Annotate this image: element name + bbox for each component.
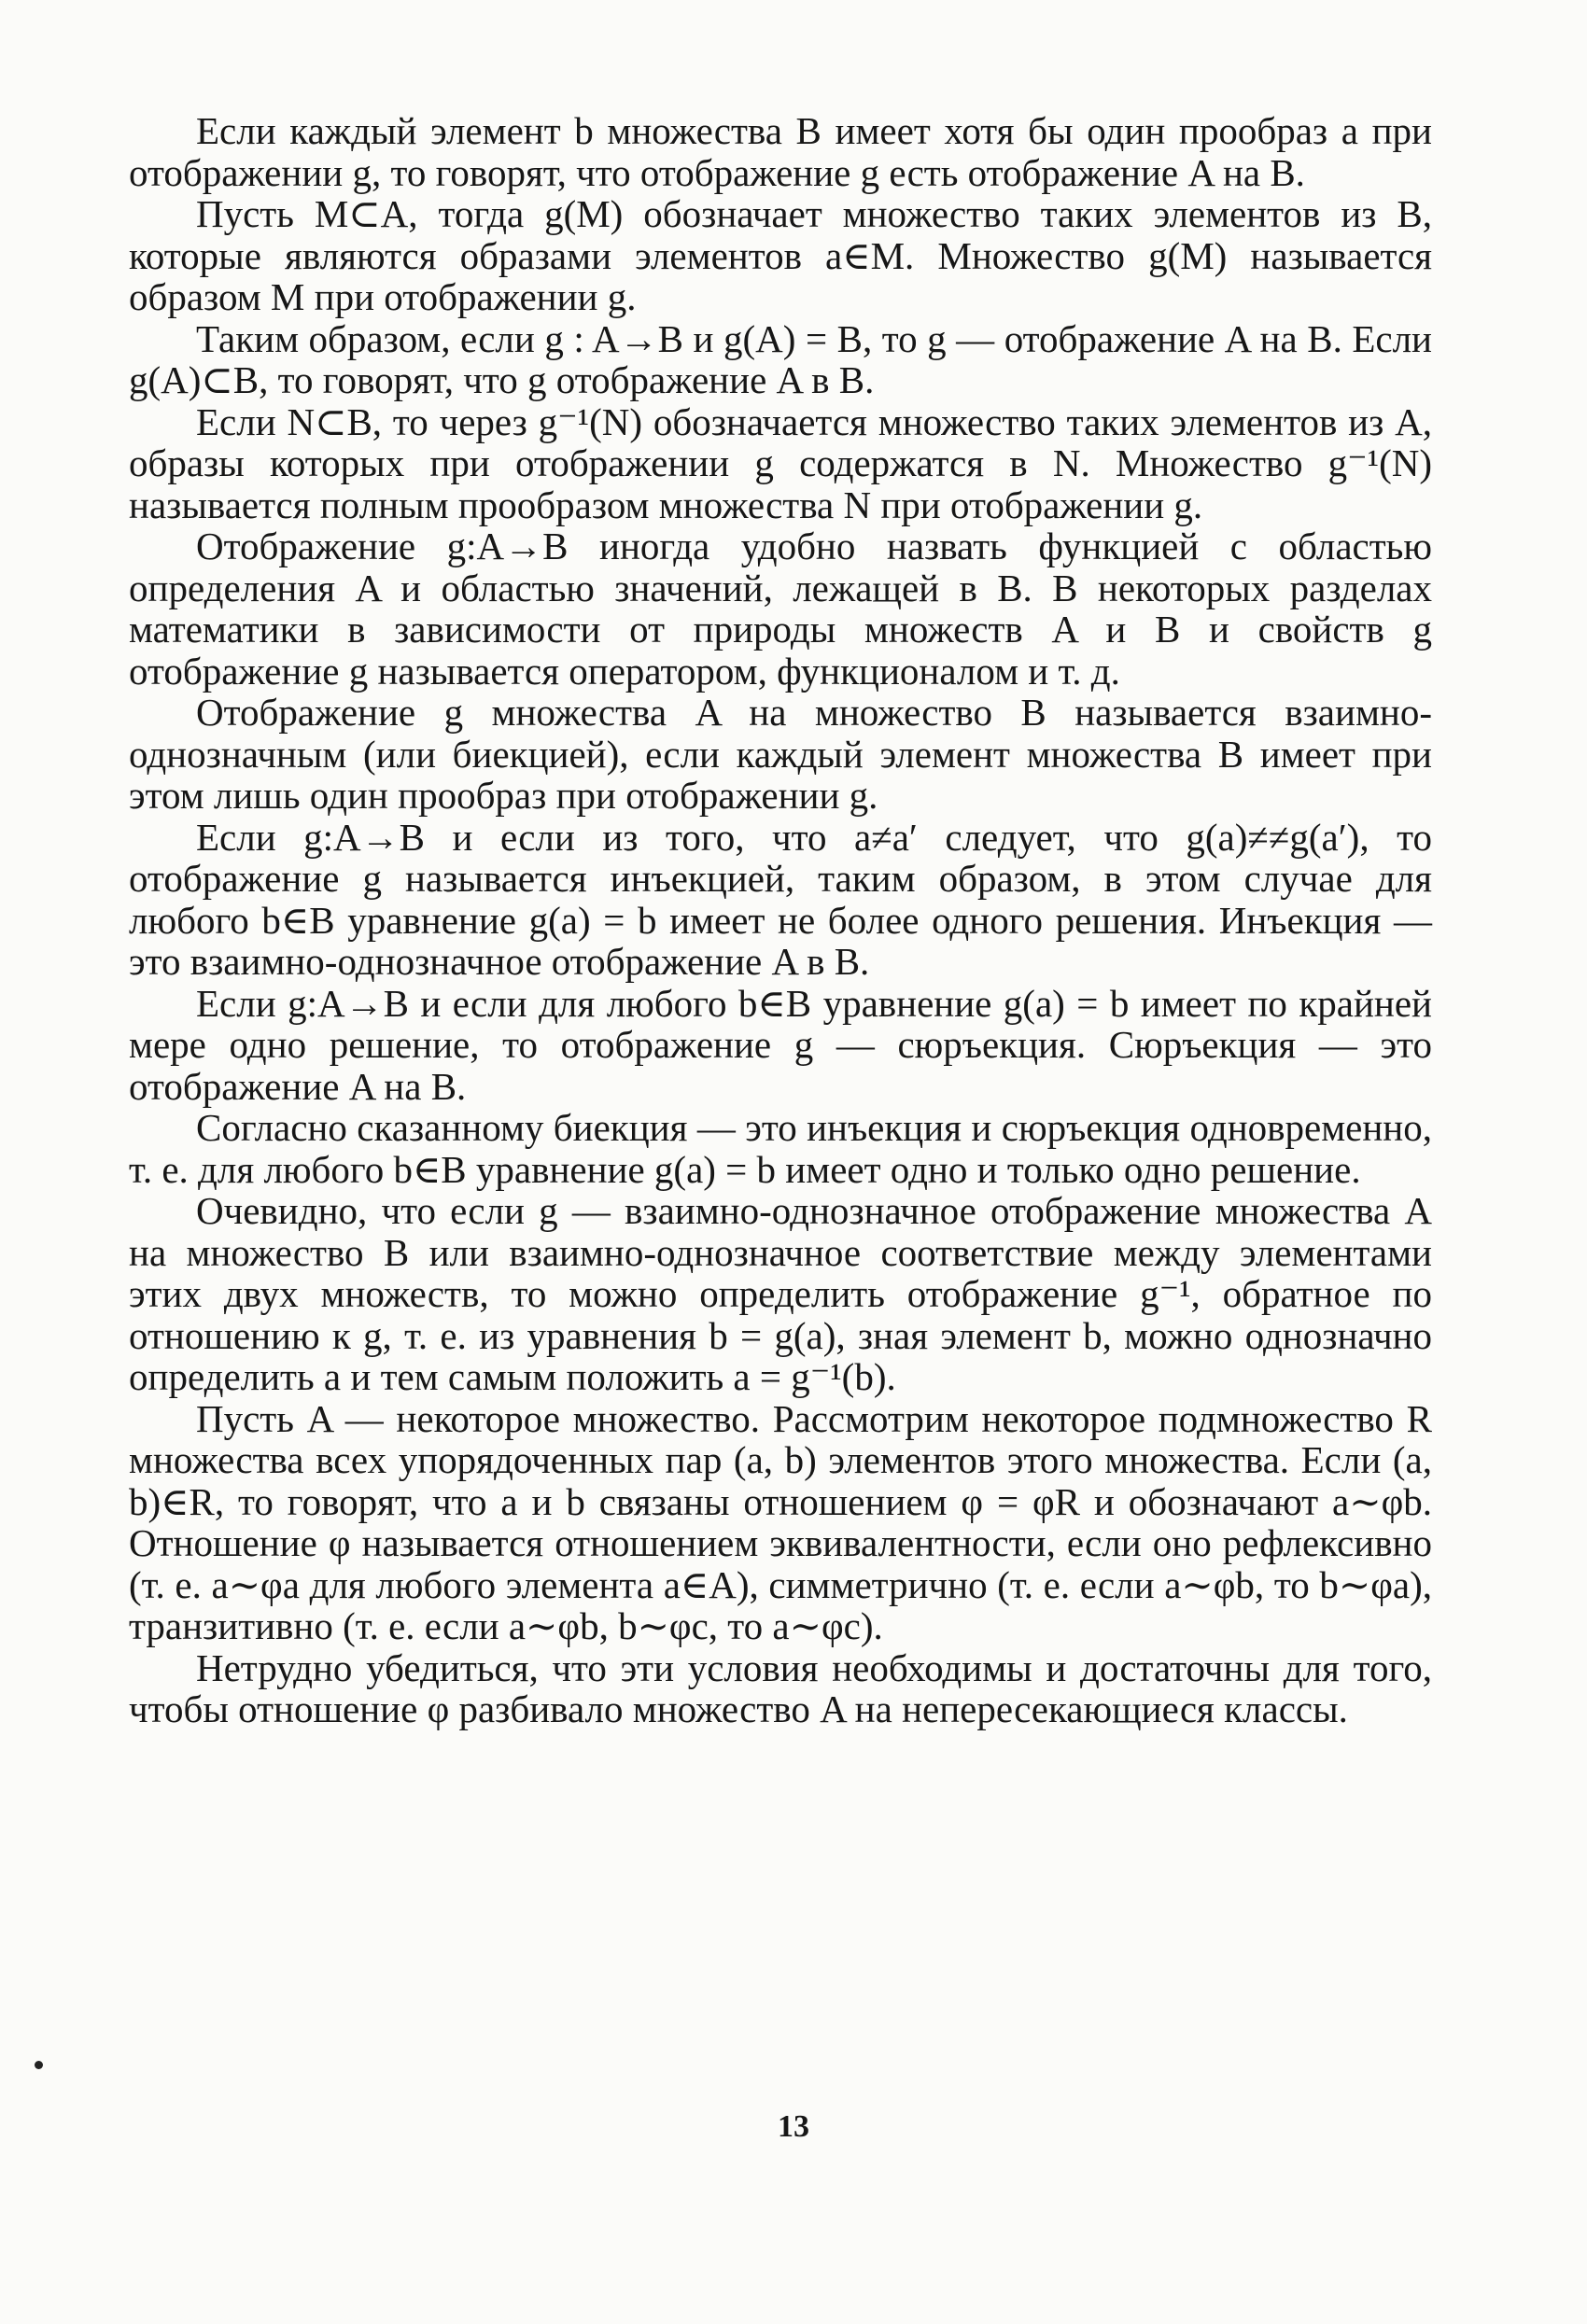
- paragraph: Если каждый элемент b множества B имеет хотя бы один прообраз a при отображении g, то говорят, что отображение g есть отображение A на B.: [129, 109, 1432, 194]
- paragraph: Согласно сказанному биекция — это инъекция и сюръекция одновременно, т. е. для любого b∈B уравнение g(a) = b имеет одно и только одно решение.: [129, 1106, 1432, 1191]
- paragraph: Отображение g:A→B иногда удобно назвать функцией с областью определения A и областью значений, лежащей в B. В некоторых разделах математики в зависимости от природы множеств A и B и свойств g отображение g называется оператором, функционалом и т. д.: [129, 525, 1432, 693]
- paragraph: Пусть A — некоторое множество. Рассмотрим некоторое подмножество R множества всех упорядоченных пар (a, b) элементов этого множества. Если (a, b)∈R, то говорят, что a и b связаны отношением φ = φR и обозначают a∼φb. Отношение φ называется отношением эквивалентности, если оно рефлексивно (т. е. a∼φa для любого элемента a∈A), симметрично (т. е. если a∼φb, то b∼φa), транзитивно (т. е. если a∼φb, b∼φc, то a∼φc).: [129, 1396, 1432, 1647]
- paragraph: Если N⊂B, то через g⁻¹(N) обозначается множество таких элементов из A, образы которых при отображении g содержатся в N. Множество g⁻¹(N) называется полным прообразом множества N при отображении g.: [129, 399, 1432, 526]
- paragraph: Если g:A→B и если для любого b∈B уравнение g(a) = b имеет по крайней мере одно решение, то отображение g — сюръекция. Сюръекция — это отображение A на B.: [129, 981, 1432, 1108]
- paragraph: Пусть M⊂A, тогда g(M) обозначает множество таких элементов из B, которые являются образами элементов a∈M. Множество g(M) называется образом M при отображении g.: [129, 192, 1432, 318]
- page-body: [129, 110, 1432, 1730]
- paragraph: Отображение g множества A на множество B называется взаимно-однозначным (или биекцией), если каждый элемент множества B имеет при этом лишь один прообраз при отображении g.: [129, 691, 1432, 817]
- paragraph: Таким образом, если g : A→B и g(A) = B, то g — отображение A на B. Если g(A)⊂B, то говорят, что g отображение A в B.: [129, 316, 1432, 401]
- paragraph: Очевидно, что если g — взаимно-однозначное отображение множества A на множество B или взаимно-однозначное соответствие между элементами этих двух множеств, то можно определить отображение g⁻¹, обратное по отношению к g, т. е. из уравнения b = g(a), зная элемент b, можно однозначно определить a и тем самым положить a = g⁻¹(b).: [129, 1189, 1432, 1398]
- margin-dot: [35, 2061, 43, 2069]
- paragraph: Нетрудно убедиться, что эти условия необходимы и достаточны для того, чтобы отношение φ разбивало множество A на непересекающиеся классы.: [129, 1645, 1432, 1730]
- paragraph: Если g:A→B и если из того, что a≠a′ следует, что g(a)≠≠g(a′), то отображение g называется инъекцией, таким образом, в этом случае для любого b∈B уравнение g(a) = b имеет не более одного решения. Инъекция — это взаимно-однозначное отображение A в B.: [129, 815, 1432, 983]
- page-number: 13: [778, 2109, 809, 2144]
